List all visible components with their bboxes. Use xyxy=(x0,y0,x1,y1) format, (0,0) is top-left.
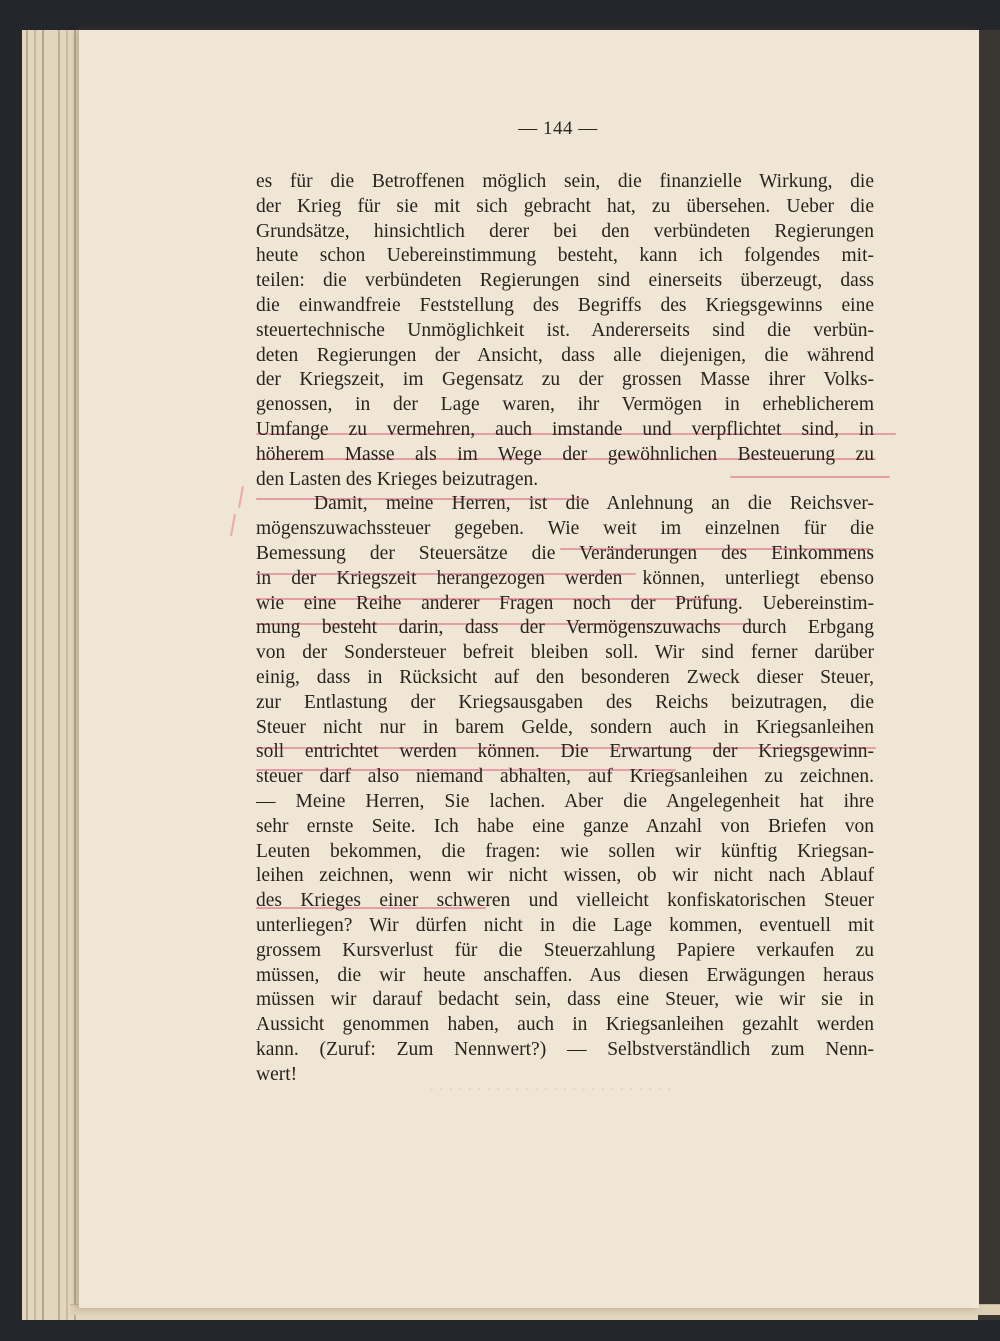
text-line: deten Regierungen der Ansicht, dass alle diejenigen, die während xyxy=(256,344,874,366)
text-line: von der Sondersteuer befreit bleiben soll. Wir sind ferner darüber xyxy=(256,642,874,664)
text-line: steuertechnische Unmöglichkeit ist. Andererseits sind die verbün- xyxy=(256,319,874,341)
page-edge xyxy=(50,30,52,1320)
text-line: es für die Betroffenen möglich sein, die finanzielle Wirkung, die xyxy=(256,171,874,192)
text-line: Leuten bekommen, die fragen: wie sollen wir künftig Kriegsan- xyxy=(256,840,874,862)
text-line: die einwandfreie Feststellung des Begriffs des Kriegsgewinns eine xyxy=(256,294,874,316)
text-line: in der Kriegszeit herangezogen werden können, unterliegt ebenso xyxy=(256,567,874,589)
text-line: teilen: die verbündeten Regierungen sind einerseits überzeugt, dass xyxy=(256,270,874,292)
text-line: soll entrichtet werden können. Die Erwartung der Kriegsgewinn- xyxy=(256,741,874,763)
show-through-text: . . . . . . . . . . . . . . . . . . . . . . . . . . xyxy=(430,1078,673,1094)
text-line: wie eine Reihe anderer Fragen noch der Prüfung. Uebereinstim- xyxy=(256,592,874,614)
body-text xyxy=(256,170,874,1087)
text-line: sehr ernste Seite. Ich habe eine ganze Anzahl von Briefen von xyxy=(256,815,874,837)
text-line: — Meine Herren, Sie lachen. Aber die Angelegenheit hat ihre xyxy=(256,790,874,812)
page-edge xyxy=(42,30,44,1320)
text-line: unterliegen? Wir dürfen nicht in die Lage kommen, eventuell mit xyxy=(256,914,874,936)
text-line: der Kriegszeit, im Gegensatz zu der grossen Masse ihrer Volks- xyxy=(256,369,874,391)
text-line: den Lasten des Krieges beizutragen. xyxy=(256,468,539,490)
text-line: einig, dass in Rücksicht auf den besonderen Zweck dieser Steuer, xyxy=(256,666,874,688)
text-line: zur Entlastung der Kriegsausgaben des Reichs beizutragen, die xyxy=(256,691,874,713)
text-line: Umfange zu vermehren, auch imstande und verpflichtet sind, in xyxy=(256,418,874,440)
text-line: leihen zeichnen, wenn wir nicht wissen, ob wir nicht nach Ablauf xyxy=(256,865,874,887)
text-line: Bemessung der Steuersätze die Veränderungen des Einkommens xyxy=(256,542,874,564)
page-edge xyxy=(34,30,36,1320)
text-line: Aussicht genommen haben, auch in Kriegsanleihen gezahlt werden xyxy=(256,1014,874,1036)
book-spine xyxy=(978,30,1000,1320)
text-line: kann. (Zuruf: Zum Nennwert?) — Selbstverständlich zum Nenn- xyxy=(256,1038,874,1060)
text-line: müssen wir darauf bedacht sein, dass eine Steuer, wie wir sie in xyxy=(256,989,874,1011)
text-line: mögenszuwachssteuer gegeben. Wie weit im einzelnen für die xyxy=(256,518,874,540)
text-line: wert! xyxy=(256,1063,298,1085)
page-edge xyxy=(74,30,76,1320)
text-line: Grundsätze, hinsichtlich derer bei den verbündeten Regierungen xyxy=(256,220,874,242)
text-line: des Krieges einer schweren und vielleicht konfiskatorischen Steuer xyxy=(256,890,874,912)
text-line: heute schon Uebereinstimmung besteht, kann ich folgendes mit- xyxy=(256,245,874,267)
page-edge xyxy=(26,30,28,1320)
text-line: der Krieg für sie mit sich gebracht hat, zu übersehen. Ueber die xyxy=(256,195,874,217)
page-number: — 144 — xyxy=(518,118,598,139)
text-line: höherem Masse als im Wege der gewöhnlichen Besteuerung zu xyxy=(256,443,874,465)
page-edge xyxy=(58,30,60,1320)
text-line: grossem Kursverlust für die Steuerzahlung Papiere verkaufen zu xyxy=(256,939,874,961)
text-line: Steuer nicht nur in barem Gelde, sondern auch in Kriegsanleihen xyxy=(256,716,874,738)
text-line: müssen, die wir heute anschaffen. Aus diesen Erwägungen heraus xyxy=(256,964,874,986)
text-line: steuer darf also niemand abhalten, auf Kriegsanleihen zu zeichnen. xyxy=(256,766,874,788)
text-line: genossen, in der Lage waren, ihr Vermögen in erheblicherem xyxy=(256,394,874,416)
text-line: mung besteht darin, dass der Vermögenszuwachs durch Erbgang xyxy=(256,617,874,639)
page-edge xyxy=(66,30,68,1320)
text-line: Damit, meine Herren, ist die Anlehnung an die Reichsver- xyxy=(314,493,874,515)
